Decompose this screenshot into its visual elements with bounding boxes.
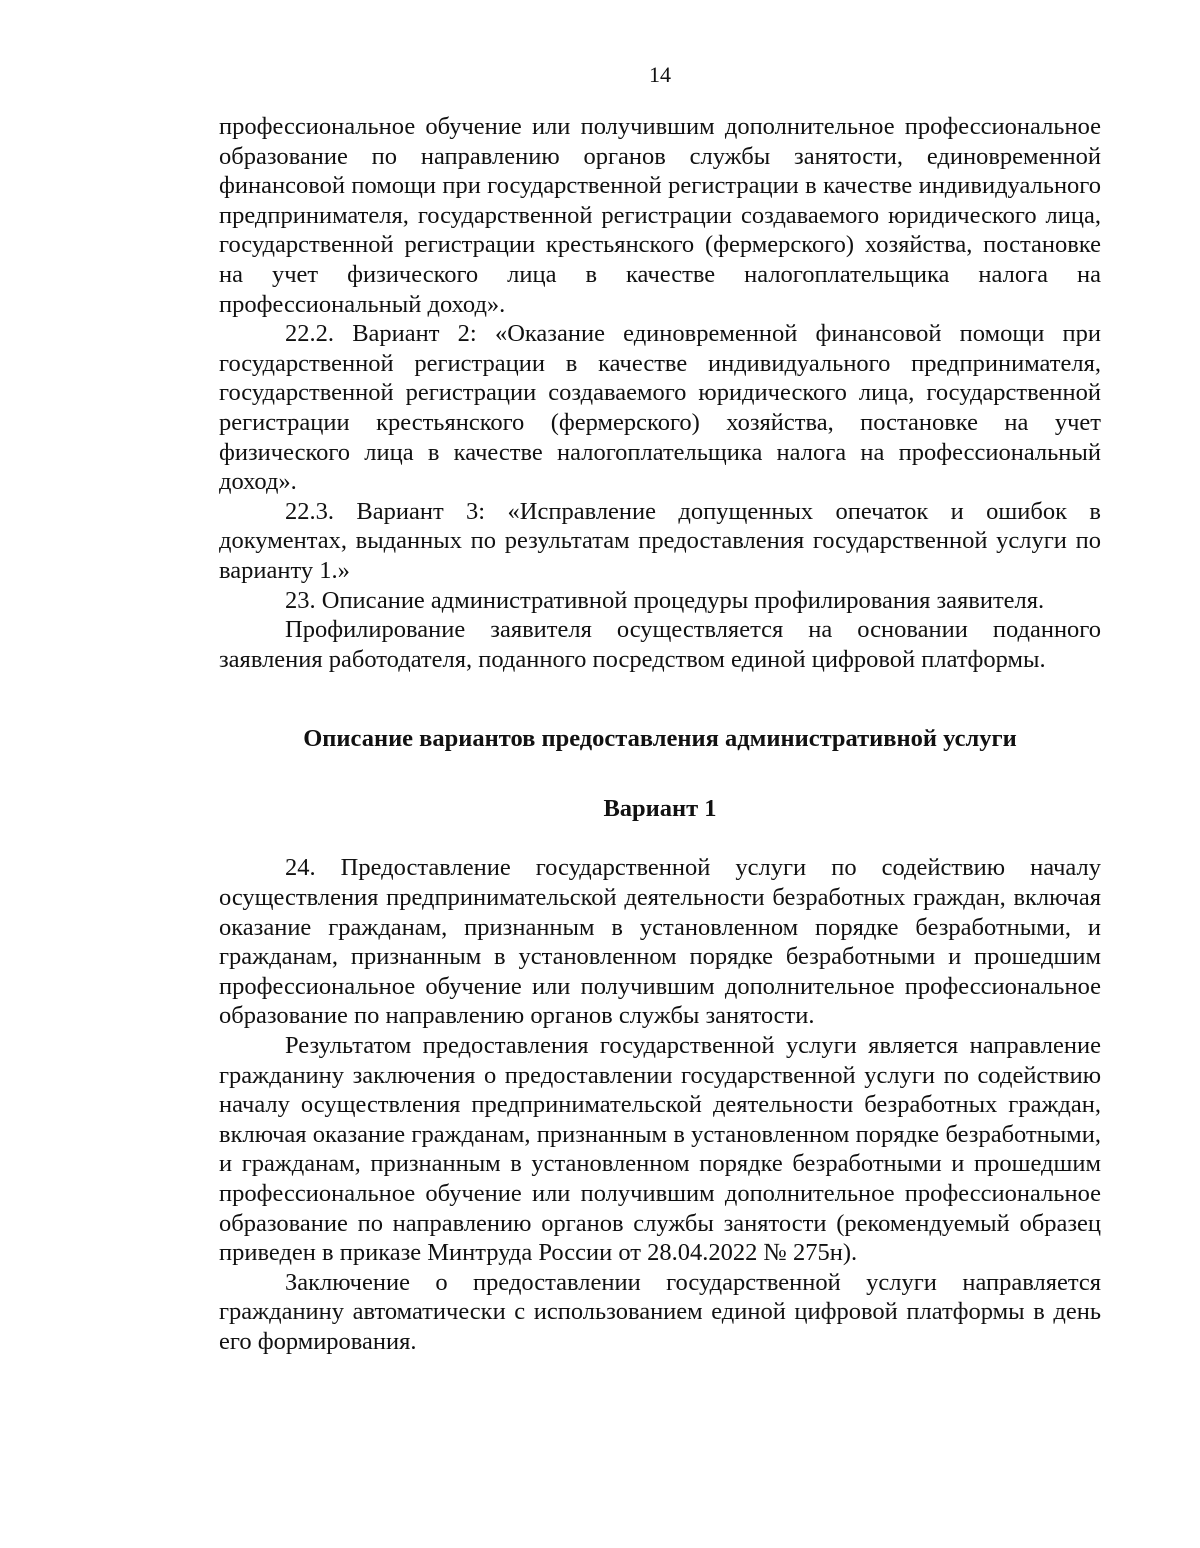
- paragraph-conclusion: Заключение о предоставлении государственной услуги направляется гражданину автоматически с использованием единой цифровой платформы в день его формирования.: [219, 1268, 1101, 1355]
- paragraph-22-3: 22.3. Вариант 3: «Исправление допущенных опечаток и ошибок в документах, выданных по результатам предоставления государственной услуги по варианту 1.»: [219, 497, 1101, 584]
- paragraph-23: 23. Описание административной процедуры профилирования заявителя.: [285, 586, 1045, 614]
- page-number: 14: [649, 62, 671, 87]
- paragraph-22-2: 22.2. Вариант 2: «Оказание единовременной финансовой помощи при государственной регистрации в качестве индивидуального предпринимателя, государственной регистрации создаваемого юридического лица, государственной регистрации крестьянского (фермерского) хозяйства, постановке на учет физического лица в качестве налогоплательщика налога на профессиональный доход».: [219, 320, 1101, 496]
- document-page: [219, 60, 1101, 1357]
- paragraph-24: 24. Предоставление государственной услуги по содействию началу осуществления предпринимательской деятельности безработных граждан, включая оказание гражданам, признанным в установленном порядке безработными, и гражданам, признанным в установленном порядке безработными и прошедшим профессиональное обучение или получившим дополнительное профессиональное образование по направлению органов службы занятости.: [219, 854, 1101, 1030]
- paragraph-profiling: Профилирование заявителя осуществляется на основании поданного заявления работодателя, поданного посредством единой цифровой платформы.: [219, 616, 1101, 673]
- section-heading-variant-1: Вариант 1: [603, 794, 717, 822]
- section-heading-variants: Описание вариантов предоставления административной услуги: [303, 725, 1017, 753]
- paragraph-continuation: профессиональное обучение или получившим дополнительное профессиональное образование по направлению органов службы занятости, единовременной финансовой помощи при государственной регистрации в качестве индивидуального предпринимателя, государственной регистрации создаваемого юридического лица, государственной регистрации крестьянского (фермерского) хозяйства, постановке на учет физического лица в качестве налогоплательщика налога на профессиональный доход».: [219, 113, 1101, 318]
- paragraph-result: Результатом предоставления государственной услуги является направление гражданину заключения о предоставлении государственной услуги по содействию началу осуществления предпринимательской деятельности безработных граждан, включая оказание гражданам, признанным в установленном порядке безработными, и гражданам, признанным в установленном порядке безработными и прошедшим профессиональное обучение или получившим дополнительное профессиональное образование по направлению органов службы занятости (рекомендуемый образец приведен в приказе Минтруда России от 28.04.2022 № 275н).: [219, 1032, 1101, 1267]
